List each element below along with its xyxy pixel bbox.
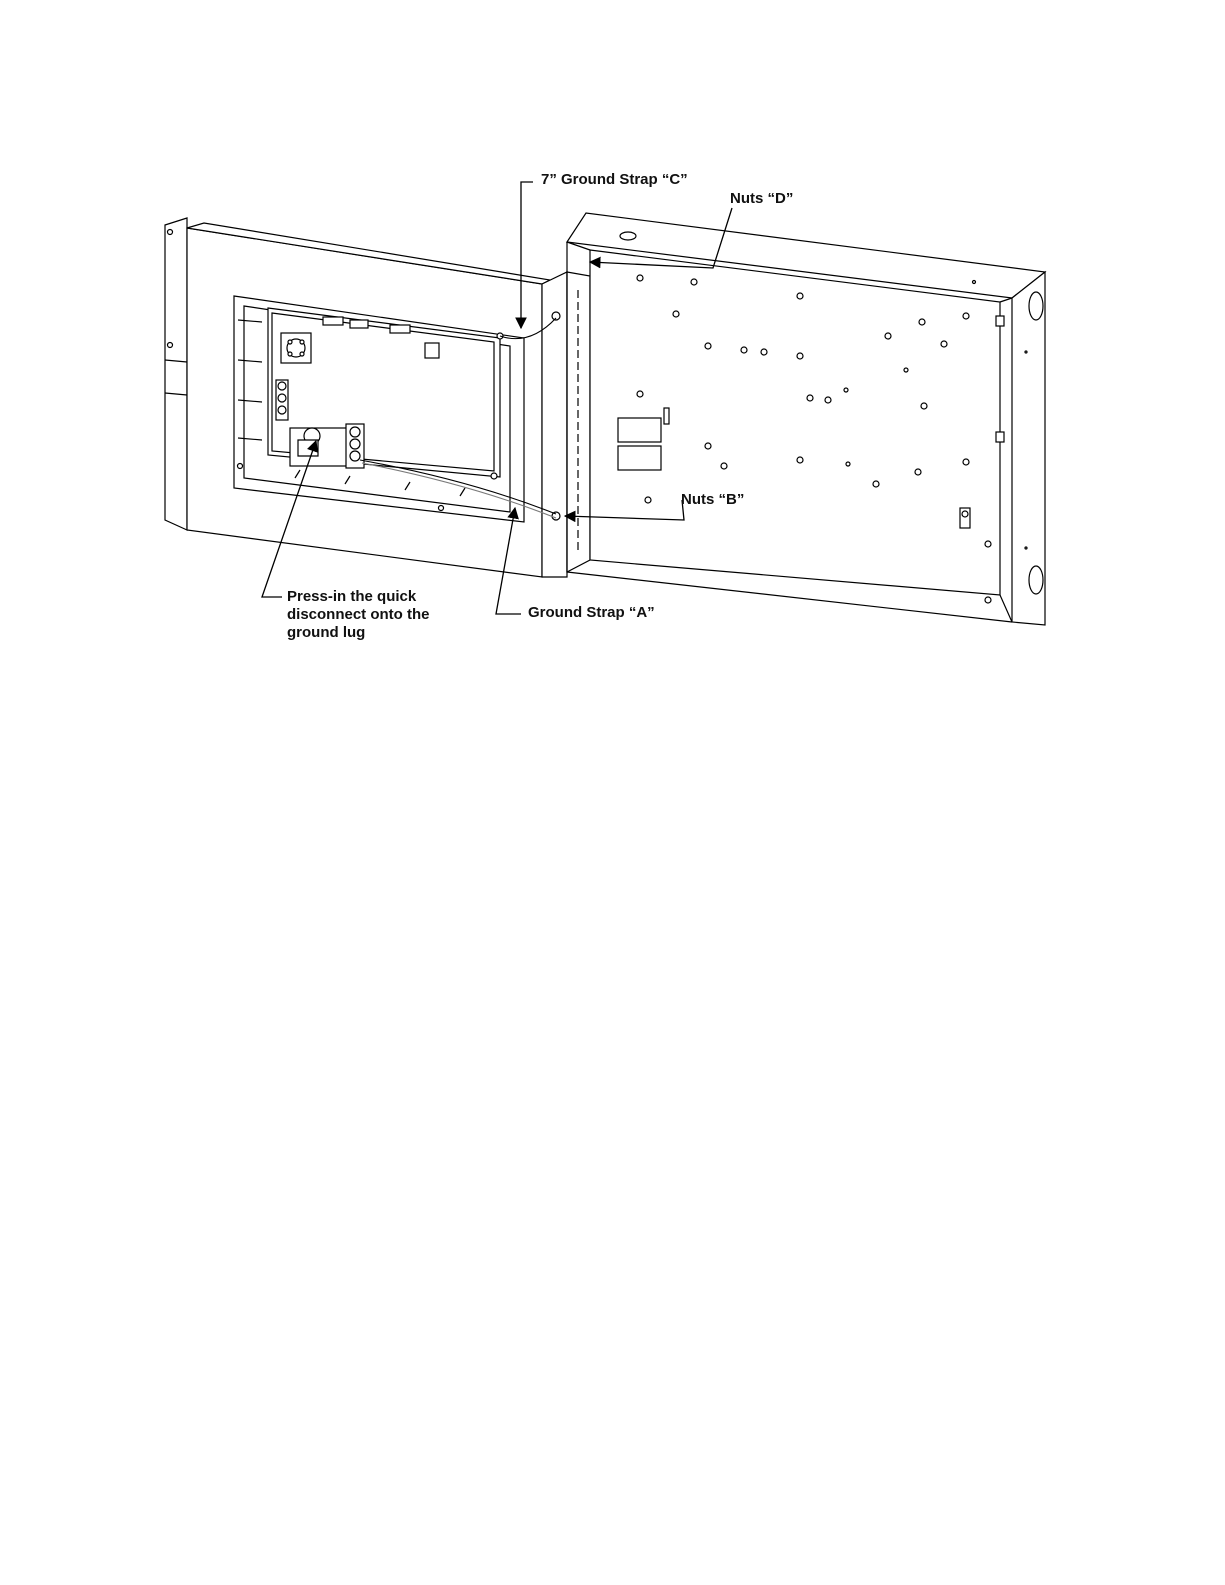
label-press-in-line-1: Press-in the quick	[287, 588, 417, 605]
back-box	[567, 213, 1045, 625]
door-panel	[165, 218, 550, 577]
label-ground-strap-c: 7” Ground Strap “C”	[541, 171, 688, 188]
label-nuts-b: Nuts “B”	[681, 491, 745, 508]
label-ground-strap-a: Ground Strap “A”	[528, 604, 655, 621]
label-press-in	[287, 588, 447, 642]
label-press-in-line-2: disconnect onto the	[287, 606, 430, 623]
label-press-in-line-3: ground lug	[287, 624, 366, 641]
label-nuts-d: Nuts “D”	[730, 190, 794, 207]
hinge	[542, 272, 590, 577]
